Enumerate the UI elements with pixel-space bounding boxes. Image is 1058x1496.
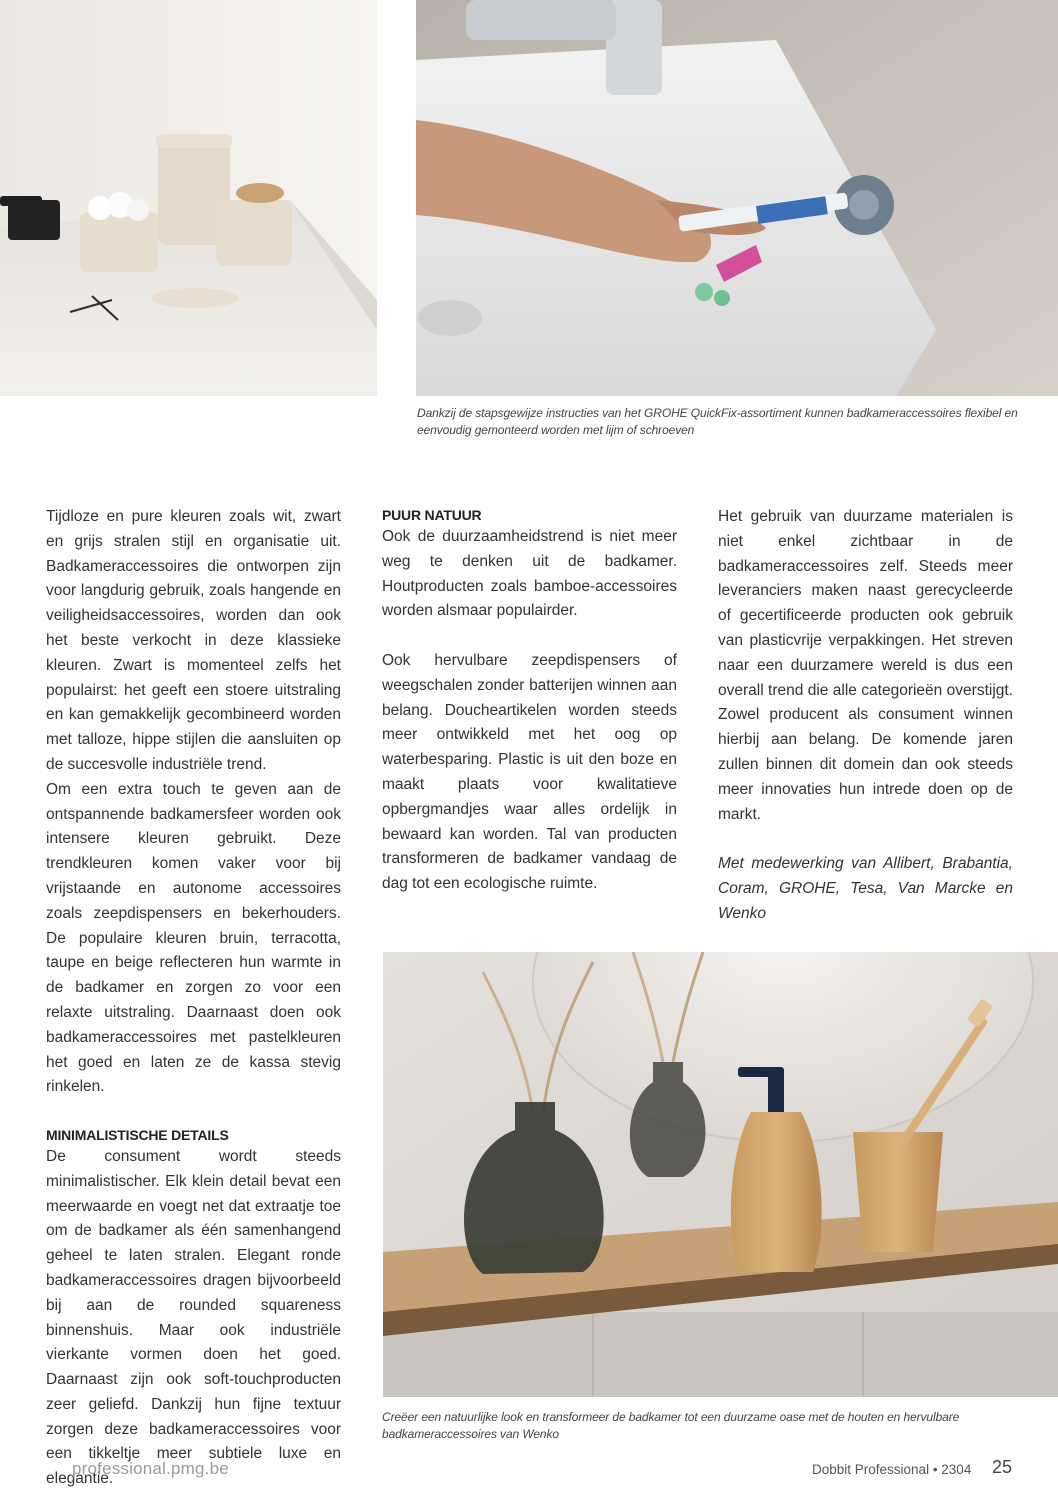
- photo-grohe-quickfix: [416, 0, 1058, 396]
- col1-paragraph-2: Om een extra touch te geven aan de ontspannende badkamersfeer worden ook intensere kleuren gebruikt. Deze trendkleuren komen vaker voor bij vrijstaande en autonome accessoires zoals zeepdispensers en bekerhouders. De populaire kleuren bruin, terracotta, taupe en beige reflecteren hun warmte in de badkamer en zorgen zo voor een relaxte uitstraling. Daarnaast doen ook badkameraccessoires met pastelkleuren het goed en laten ze de kassa stevig rinkelen.: [46, 780, 341, 1096]
- col2-paragraph-1: Ook de duurzaamheidstrend is niet meer weg te denken uit de badkamer. Houtproducten zoals bamboe-accessoires worden alsmaar populairder.: [382, 528, 677, 620]
- col1-paragraph-3: De consument wordt steeds minimalistischer. Elk klein detail bevat een meerwaarde en voegt net dat extraatje toe om de badkamer als één samenhangend geheel te laten stralen. Elegant ronde badkameraccessoires dragen bijvoorbeeld bij aan de rounded squareness binnenshuis. Maar ook industriële vierkante vormen doen het goed. Daarnaast zijn ook soft-touchproducten zeer geliefd. Dankzij hun fijne textuur zorgen deze badkameraccessoires voor een tikkeltje meer subtiele luxe en elegantie.: [46, 1147, 341, 1488]
- page-number: 25: [992, 1457, 1013, 1477]
- caption-bottom-photo: Creëer een natuurlijke look en transformeer de badkamer tot een duurzame oase met de houten en hervulbare badkameraccessoires van Wenko: [382, 1410, 960, 1441]
- heading-minimalistische-details: MINIMALISTISCHE DETAILS: [46, 1126, 229, 1143]
- footer-publication: Dobbit Professional • 2304: [812, 1462, 972, 1477]
- photo-wenko-wooden-accessories: [383, 952, 1058, 1397]
- heading-puur-natuur: PUUR NATUUR: [382, 507, 482, 523]
- col1-paragraph-1: Tijdloze en pure kleuren zoals wit, zwart en grijs stralen stijl en organisatie uit. Badkameraccessoires die ontworpen zijn voor langdurig gebruik, zoals hangende en veiligheidsaccessoires, worden dan ook het beste verkocht in deze klassieke kleuren. Zwart is momenteel zelfs het populairst: het geeft een stoere uitstraling en kan gemakkelijk gecombineerd worden met talloze, hippe stijlen die aansluiten op de succesvolle industriële trend.: [46, 508, 341, 773]
- text-column-1: [46, 505, 341, 1492]
- text-column-2: [382, 505, 677, 897]
- col3-paragraph-1: Het gebruik van duurzame materialen is niet enkel zichtbaar in de badkameraccessoires zelf. Steeds meer leveranciers maken naast gerecycleerde of gecertificeerde producten ook gebruik van plasticvrije verpakkingen. Het streven naar een duurzamere wereld is dus een overall trend die alle categorieën overstijgt. Zowel producent als consument winnen hierbij aan belang. De komende jaren zullen binnen dit domein dan ook steeds meer innovaties hun intrede doen op de markt.: [718, 508, 1013, 823]
- credits: Met medewerking van Allibert, Brabantia, Coram, GROHE, Tesa, Van Marcke en Wenko: [718, 855, 1013, 922]
- col2-paragraph-2: Ook hervulbare zeepdispensers of weegschalen zonder batterijen winnen aan belang. Doucheartikelen worden steeds meer ontwikkeld met het oog op waterbesparing. Plastic is uit den boze en maakt plaats voor kwalitatieve opbergmandjes waar alles ordelijk in bewaard kan worden. Tal van producten transformeren de badkamer vandaag de dag tot een ecologische ruimte.: [382, 651, 677, 893]
- photo-bathroom-accessories: [0, 0, 377, 396]
- caption-top-photo: Dankzij de stapsgewijze instructies van het GROHE QuickFix-assortiment kunnen badkameraccessoires flexibel en eenvoudig gemonteerd worden met lijm of schroeven: [417, 406, 1018, 437]
- footer-website-link[interactable]: professional.pmg.be: [72, 1459, 229, 1478]
- text-column-3: [718, 505, 1013, 927]
